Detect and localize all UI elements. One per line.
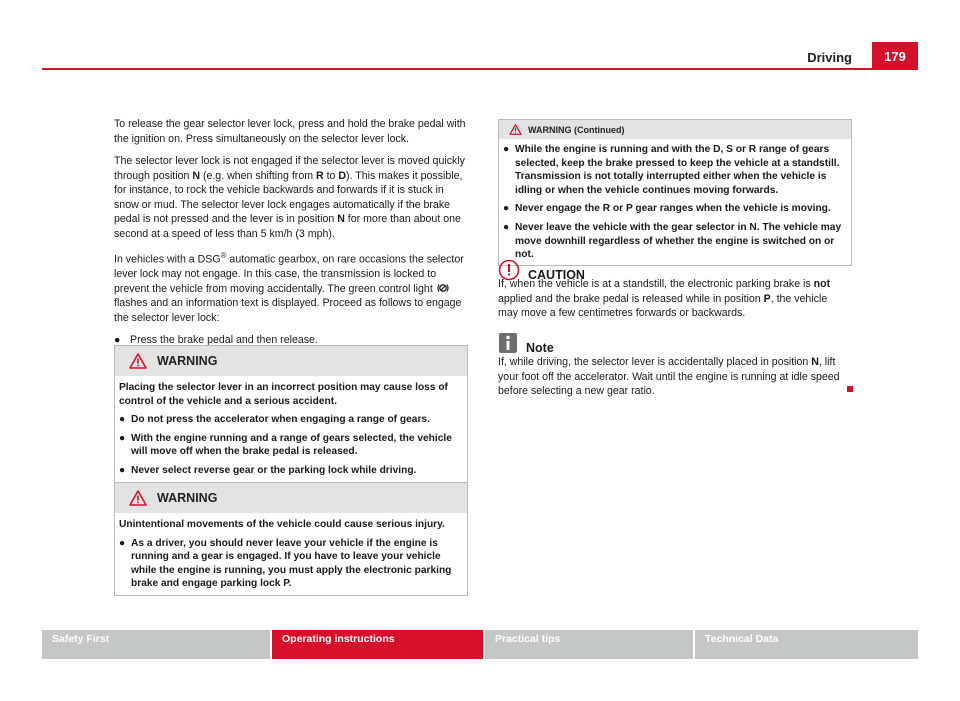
left-column: [114, 117, 466, 348]
note-heading: Note: [498, 331, 554, 355]
list-item: ● Never engage the R or P gear ranges when the vehicle is moving.: [503, 203, 831, 215]
paragraph: In vehicles with a DSG® automatic gearbox, on rare occasions the selector lever lock may not engage. In this case, the transmission is locked to prevent the vehicle from moving accidentally. The green control light flashes and an information text is displayed. Proceed as follows to engage the selector lever lock:: [114, 251, 464, 324]
page-title: Driving: [807, 50, 852, 65]
list-item: ● Do not press the accelerator when engaging a range of gears.: [119, 414, 430, 426]
page-number: 179: [872, 42, 918, 68]
list-item: ● Never leave the vehicle with the gear selector in N. The vehicle may move downhill regardless of whether the engine is switched on or not.: [503, 221, 842, 261]
warning-box-1: [114, 345, 468, 483]
warning-box-2: [114, 482, 468, 596]
header-rule: [42, 68, 918, 70]
info-icon: [498, 332, 518, 354]
warning-intro: Unintentional movements of the vehicle could cause serious injury.: [119, 519, 445, 530]
note-text: If, while driving, the selector lever is accidentally placed in position N, lift your foot off the accelerator. Wait until the engine is running at idle speed before selecting a new gear ratio.: [498, 356, 840, 397]
footer-tab-safety[interactable]: Safety First: [42, 630, 270, 659]
section-end-marker: [847, 386, 853, 392]
list-item: ● Press the brake pedal and then release.: [114, 334, 318, 347]
list-item: ● While the engine is running and with the D, S or R range of gears selected, keep the brake pressed to keep the vehicle at a standstill. Transmission is not totally interrupted either when the vehicle is idling or when the vehicle continues moving forwards.: [503, 144, 840, 196]
paragraph: The selector lever lock is not engaged if the selector lever is moved quickly through position N (e.g. when shifting from R to D). This makes it possible, for instance, to rock the vehicle backwards and forwards if it is stuck in snow or mud. The selector lever lock engages automatically if the brake pedal is not pressed and the lever is in position N for more than about one second at a speed of less than 5 km/h (3 mph).: [114, 155, 465, 240]
warning-title: WARNING: [157, 491, 218, 505]
warning-intro: Placing the selector lever in an incorrect position may cause loss of control of the vehicle and a serious accident.: [119, 382, 448, 407]
footer-tab-technical[interactable]: Technical Data: [695, 630, 918, 659]
warning-triangle-icon: [129, 353, 147, 369]
footer-tab-operating[interactable]: Operating instructions: [272, 630, 483, 659]
warning-title: WARNING (Continued): [528, 124, 625, 135]
caution-text: If, when the vehicle is at a standstill, the electronic parking brake is not applied and the brake pedal is released while in position P, the vehicle may move a few centimetres forwards or backwards.: [498, 278, 831, 319]
list-item: ● With the engine running and a range of gears selected, the vehicle will move off when the brake pedal is released.: [119, 432, 452, 458]
list-item: ● Never select reverse gear or the parking lock while driving.: [119, 464, 417, 476]
paragraph: To release the gear selector lever lock, press and hold the brake pedal with the ignition on. Press simultaneously on the selector lever lock.: [114, 118, 466, 145]
warning-box-continued: [498, 119, 852, 266]
warning-title: WARNING: [157, 354, 218, 368]
caution-heading: CAUTION: [498, 258, 585, 282]
footer-tab-practical[interactable]: Practical tips: [485, 630, 693, 659]
warning-triangle-icon: [509, 124, 522, 135]
gear-warning-light-icon: [436, 283, 450, 293]
warning-triangle-icon: [129, 490, 147, 506]
list-item: ● As a driver, you should never leave your vehicle if the engine is running and a gear is engaged. If you have to leave your vehicle while the engine is running, you must apply the electronic parking brake and engage parking lock P.: [119, 537, 452, 590]
